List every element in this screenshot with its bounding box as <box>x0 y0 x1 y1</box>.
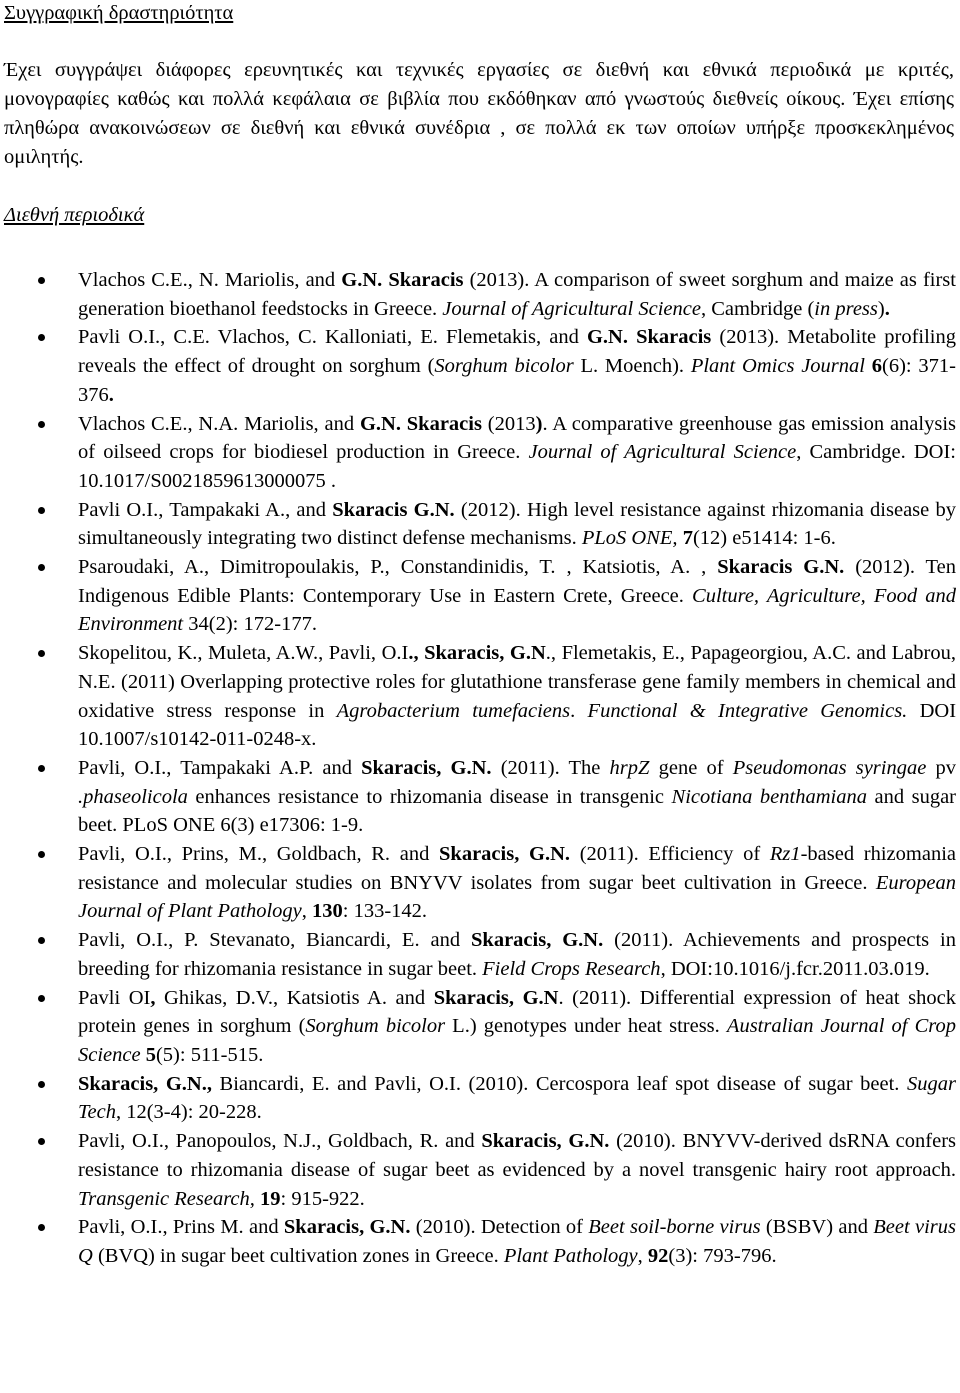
citation-text: (2013). A comparison of sweet sorghum and maize as first generation bioethanol feedstocks in Greece. <box>78 269 956 320</box>
citation-text: (12) e51414: 1-6. <box>692 527 836 550</box>
citation-text: Transgenic Research, <box>78 1187 255 1210</box>
citation-text: (2011). Achievements and prospects in breeding for rhizomania resistance in sugar beet. <box>78 929 956 980</box>
citation-text: 7 <box>682 527 693 550</box>
citation-text: Pseudomonas syringae <box>732 756 927 779</box>
citation-text: Beet soil-borne virus <box>588 1216 761 1239</box>
citation-text: Skaracis, G.N <box>433 986 559 1009</box>
citation-text: , <box>637 1244 648 1267</box>
citation-text: (2012). Ten Indigenous Edible Plants: Contemporary Use in Eastern Crete, Greece. <box>78 556 956 607</box>
citation-text: ., Flemetakis, E., Papageorgiou, A.C. and Labrou, N.E. (2011) Overlapping protective roles for glutathione transferase gene family members in chemical and oxidative stress response in <box>78 642 956 722</box>
citation-text: G.N. Skaracis <box>359 412 482 435</box>
citation-text: -based rhizomania resistance and molecular studies on BNYVV isolates from sugar beet cultivation in Greece. <box>78 843 956 894</box>
citation-text: (2010). Detection of <box>410 1216 589 1239</box>
citation-text: Psaroudaki, A., Dimitropoulakis, P., Constandinidis, T. , Katsiotis, A. , <box>78 556 718 579</box>
citation-text: Sugar Tech <box>78 1072 956 1124</box>
citation-text: , DOI:10.1016/j.fcr.2011.03.019. <box>660 957 930 980</box>
citation-text: : 133-142. <box>342 900 428 923</box>
citation-text: , <box>150 986 156 1009</box>
bullet-icon <box>38 765 45 772</box>
citation-text: Sorghum bicolor <box>434 355 574 378</box>
publication-item <box>0 323 956 409</box>
citation-text: G.N. Skaracis <box>341 269 464 291</box>
citation-text: (6): 371-376 <box>78 355 956 406</box>
citation-text: Agrobacterium tumefaciens <box>336 699 571 722</box>
citation-text: . <box>884 297 890 320</box>
citation-text: , <box>301 900 313 923</box>
citation-text: pv <box>926 756 956 779</box>
citation-text: Skaracis, G.N. <box>439 843 571 866</box>
citation-text: ) <box>877 297 885 320</box>
citation-text: Culture, Agriculture, Food and Environment <box>78 584 956 636</box>
citation-text: (3): 793-796. <box>668 1244 777 1267</box>
bullet-icon <box>38 564 45 571</box>
citation-text: : 915-922. <box>280 1187 365 1210</box>
citation-text: gene of <box>649 756 733 779</box>
citation-text: (2011). The <box>491 756 610 779</box>
citation-text <box>865 355 872 377</box>
publication-item <box>0 639 956 754</box>
citation-text: (BVQ) in sugar beet cultivation zones in Greece. <box>92 1244 504 1267</box>
citation-text: enhances resistance to rhizomania disease in transgenic <box>187 785 672 808</box>
citation-text: in press <box>814 297 878 320</box>
citation-text: Rz1 <box>769 843 801 866</box>
publication-list <box>0 266 956 1271</box>
citation-text: 130 <box>312 900 343 923</box>
bullet-icon <box>38 995 45 1002</box>
citation-text: Ghikas, D.V., Katsiotis A. and <box>155 986 434 1009</box>
subsection-heading: Διεθνή περιοδικά <box>4 204 145 226</box>
bullet-icon <box>38 334 45 341</box>
citation-text: (2013 <box>481 412 536 435</box>
citation-text: Pavli O.I., Tampakaki A., and <box>78 498 333 521</box>
citation-text: Pavli OI <box>78 986 151 1009</box>
publication-item <box>0 553 956 639</box>
citation-text: 19 <box>260 1187 281 1210</box>
citation-text: (BSBV) and <box>760 1216 874 1239</box>
citation-text: .phaseolicola <box>78 785 188 808</box>
citation-text: , 12(3-4): 20-228. <box>115 1101 262 1124</box>
publication-item <box>0 840 956 926</box>
citation-text: (2010). BNYVV-derived dsRNA confers resistance to rhizomania disease of sugar beet as evidenced by a novel transgenic hairy root approach. <box>78 1130 956 1181</box>
citation-text: Plant Omics Journal <box>690 355 865 378</box>
publication-item <box>0 1127 956 1213</box>
citation-text: Journal of Agricultural Science <box>528 441 797 464</box>
bullet-icon <box>38 421 45 428</box>
citation-text: Skaracis, G.N. <box>361 756 492 779</box>
intro-paragraph: Έχει συγγράψει διάφορες ερευνητικές και τεχνικές εργασίες σε διεθνή και εθνικά περιοδικά με κριτές, μονογραφίες καθώς και πολλά κεφάλαια σε βιβλία που εκδόθηκαν από γνωστούς διεθνείς οίκους. Έχει επίσης πληθώρα ανακοινώσεων σε διεθνή και εθνικά συνέδρια , σε πολλά εκ των οποίων υπήρξε προσκεκλημένος ομιλητής. <box>4 59 954 168</box>
publication-item <box>0 1213 956 1270</box>
citation-text: Nicotiana benthamiana <box>671 785 867 808</box>
citation-text: L. Moench). <box>573 355 691 378</box>
citation-text: , Cambridge. DOI: 10.1017/S0021859613000075 . <box>78 441 956 492</box>
bullet-icon <box>38 937 45 944</box>
citation-text: Vlachos C.E., N.A. Mariolis, and <box>78 412 360 435</box>
citation-text: Field Crops Research <box>482 957 661 980</box>
citation-text: Sorghum bicolor <box>305 1015 446 1038</box>
citation-text: Pavli, O.I., Tampakaki A.P. and <box>78 756 362 779</box>
citation-text: . A comparative greenhouse gas emission analysis of oilseed crops for biodiesel production in Greece. <box>78 412 956 464</box>
citation-text: . (2011). Differential expression of heat shock protein genes in sorghum ( <box>78 986 956 1038</box>
citation-text: Skaracis, G.N. <box>481 1130 610 1153</box>
citation-text: Skaracis, G.N. <box>283 1216 411 1239</box>
citation-text: Pavli, O.I., P. Stevanato, Biancardi, E. and <box>78 929 472 952</box>
section-heading: Συγγραφική δραστηριότητα <box>4 2 234 24</box>
citation-text: 92 <box>647 1244 669 1267</box>
citation-text: Journal of Agricultural Science <box>442 297 701 320</box>
citation-text: Functional & Integrative Genomics. <box>587 699 908 722</box>
citation-text: 6 <box>871 355 883 378</box>
publication-item <box>0 410 956 496</box>
citation-text: Skaracis, G.N., <box>78 1072 212 1095</box>
citation-text: , Cambridge ( <box>700 297 815 320</box>
citation-text: (5): 511-515. <box>155 1043 264 1066</box>
citation-text: 5 <box>145 1043 156 1066</box>
citation-text: L.) genotypes under heat stress. <box>445 1015 727 1038</box>
citation-text: ) <box>535 412 543 435</box>
citation-text: 34(2): 172-177. <box>183 613 317 636</box>
citation-text: Biancardi, E. and Pavli, O.I. (2010). Cercospora leaf spot disease of sugar beet. <box>211 1072 907 1095</box>
publication-item <box>0 754 956 840</box>
publication-item <box>0 984 956 1070</box>
citation-text: G.N. Skaracis <box>586 326 712 349</box>
publication-item <box>0 496 956 553</box>
citation-text: (2012). High level resistance against rhizomania disease by simultaneously integrating two distinct defense mechanisms. <box>78 498 956 550</box>
citation-text: . <box>108 383 114 406</box>
citation-text: (2011). Efficiency of <box>570 843 770 866</box>
citation-text: Pavli, O.I., Prins, M., Goldbach, R. and <box>78 843 440 866</box>
citation-text: Skaracis G.N. <box>717 556 845 579</box>
publication-item <box>0 266 956 323</box>
citation-text: hrpZ <box>609 756 650 779</box>
citation-text: ., Skaracis, G.N <box>408 642 546 665</box>
citation-text: and sugar beet. PLoS ONE 6(3) e17306: 1-9. <box>78 785 956 837</box>
bullet-icon <box>38 851 45 858</box>
citation-text: Skopelitou, K., Muleta, A.W., Pavli, O.I <box>78 642 409 665</box>
citation-text: Pavli O.I., C.E. Vlachos, C. Kalloniati, E. Flemetakis, and <box>78 326 587 349</box>
bullet-icon <box>38 1081 45 1088</box>
publication-item <box>0 926 956 983</box>
citation-text: Skaracis, G.N. <box>471 929 604 952</box>
citation-text: Australian Journal of Crop Science <box>78 1015 956 1066</box>
publication-item <box>0 1070 956 1127</box>
citation-text: Pavli, O.I., Prins M. and <box>78 1216 284 1239</box>
bullet-icon <box>38 277 45 284</box>
citation-text: Beet virus Q <box>78 1216 956 1267</box>
citation-text: PLoS ONE, <box>581 527 678 550</box>
citation-text: . <box>570 699 588 722</box>
bullet-icon <box>38 650 45 657</box>
citation-text: Vlachos C.E., N. Mariolis, and <box>78 269 342 291</box>
citation-text: Skaracis G.N. <box>332 498 455 521</box>
bullet-icon <box>38 507 45 514</box>
bullet-icon <box>38 1138 45 1145</box>
bullet-icon <box>38 1224 45 1231</box>
citation-text: Plant Pathology <box>503 1244 638 1267</box>
citation-text: (2013). Metabolite profiling reveals the effect of drought on sorghum ( <box>78 326 956 378</box>
citation-text: DOI 10.1007/s10142-011-0248-x. <box>78 699 957 751</box>
citation-text: Pavli, O.I., Panopoulos, N.J., Goldbach, R. and <box>78 1130 482 1153</box>
citation-text: European Journal of Plant Pathology <box>78 871 956 923</box>
